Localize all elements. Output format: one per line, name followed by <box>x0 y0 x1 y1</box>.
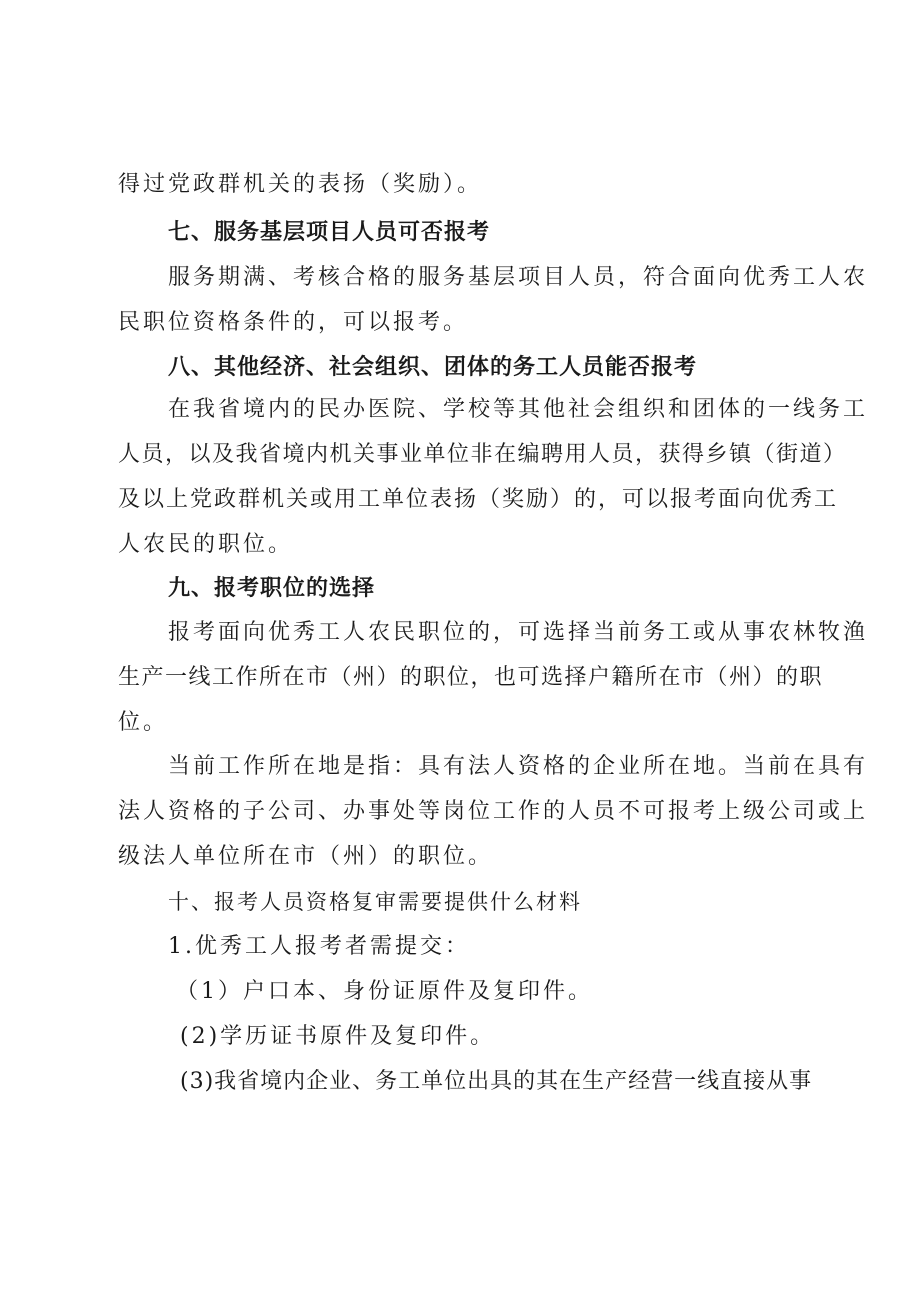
body-text-line: 服务期满、考核合格的服务基层项目人员，符合面向优秀工人农 <box>168 265 869 290</box>
body-text-line: 报考面向优秀工人农民职位的，可选择当前务工或从事农林牧渔 <box>168 620 869 645</box>
body-text-line: 级法人单位所在市（州）的职位。 <box>118 844 494 869</box>
section-heading-10: 十、报考人员资格复审需要提供什么材料 <box>168 890 582 914</box>
list-item: （1）户口本、身份证原件及复印件。 <box>176 979 593 1004</box>
section-heading-9: 九、报考职位的选择 <box>168 576 376 601</box>
body-text-line: 当前工作所在地是指：具有法人资格的企业所在地。当前在具有 <box>168 754 869 779</box>
body-text-line: 法人资格的子公司、办事处等岗位工作的人员不可报考上级公司或上 <box>118 799 869 824</box>
body-text-line: 得过党政群机关的表扬（奖励）。 <box>118 172 483 197</box>
body-text-line: 生产一线工作所在市（州）的职位，也可选择户籍所在市（州）的职 <box>118 665 824 690</box>
body-text-line: 人员，以及我省境内机关事业单位非在编聘用人员，获得乡镇（街道） <box>118 442 847 467</box>
section-heading-8: 八、其他经济、社会组织、团体的务工人员能否报考 <box>168 355 698 380</box>
body-text-line: 民职位资格条件的，可以报考。 <box>118 310 469 335</box>
body-text-line: 人农民的职位。 <box>118 532 294 557</box>
section-heading-7: 七、服务基层项目人员可否报考 <box>168 220 491 245</box>
list-item: (3)我省境内企业、务工单位出具的其在生产经营一线直接从事 <box>180 1069 813 1094</box>
list-item: (2)学历证书原件及复印件。 <box>180 1024 496 1049</box>
body-text-line: 及以上党政群机关或用工单位表扬（奖励）的，可以报考面向优秀工 <box>118 487 839 512</box>
body-text-line: 位。 <box>118 710 169 735</box>
list-item: 1.优秀工人报考者需提交： <box>168 934 470 959</box>
body-text-line: 在我省境内的民办医院、学校等其他社会组织和团体的一线务工 <box>168 397 869 422</box>
